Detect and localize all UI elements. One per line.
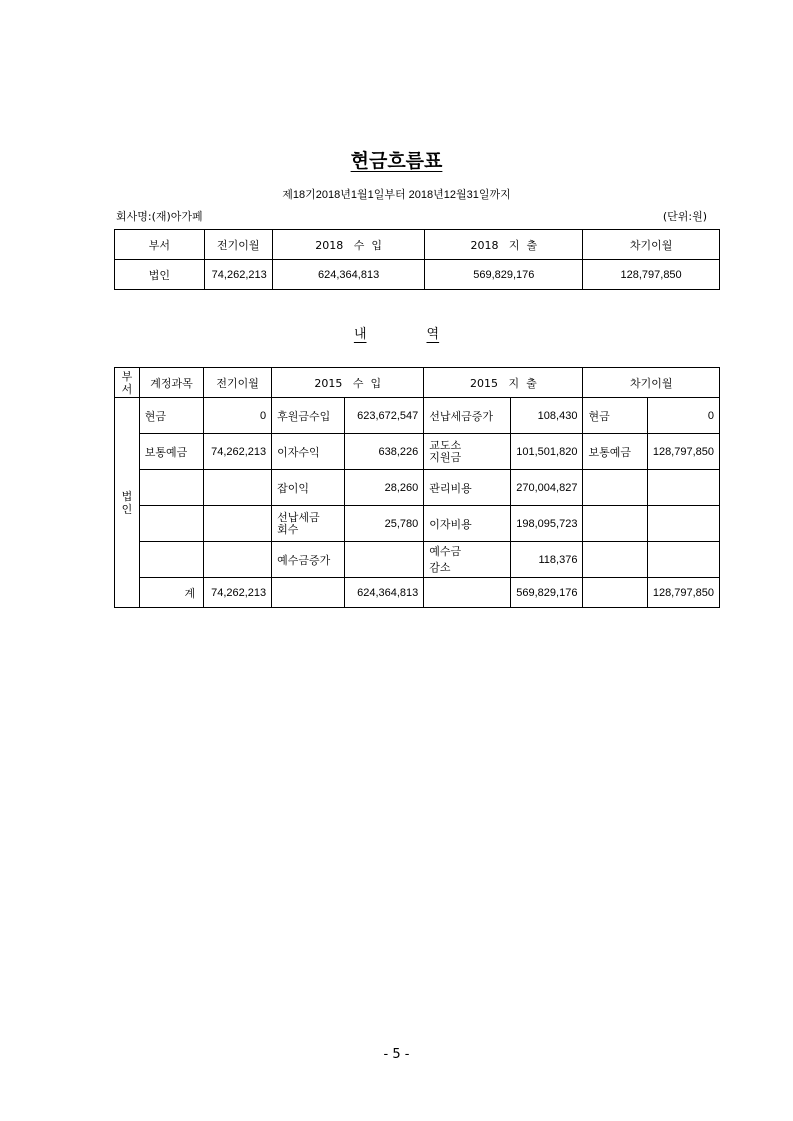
income-name-cell: 후원금수입	[272, 398, 345, 434]
expense-name-cell: 관리비용	[424, 470, 511, 506]
income-amount-cell	[345, 542, 424, 578]
header-expense: 2018 지 출	[425, 230, 583, 260]
header-dept: 부 서	[115, 368, 140, 398]
detail-title: 내 역	[353, 327, 440, 342]
account-cell	[139, 470, 203, 506]
income-name-cell: 잡이익	[272, 470, 345, 506]
unit-label: (단위:원)	[662, 210, 707, 223]
total-row	[115, 578, 720, 608]
expense-name-cell: 이자비용	[424, 506, 511, 542]
detail-table	[114, 367, 720, 608]
next-amount-cell	[647, 470, 719, 506]
income-name-cell: 예수금증가	[272, 542, 345, 578]
total-expense-name	[424, 578, 511, 608]
detail-header-row	[115, 368, 720, 398]
cell-prev: 74,262,213	[204, 260, 272, 290]
header-income: 2018 수 입	[272, 230, 425, 260]
income-amount-cell: 28,260	[345, 470, 424, 506]
account-cell	[139, 506, 203, 542]
page-title: 현금흐름표	[350, 150, 443, 172]
prev-cell: 0	[204, 398, 272, 434]
table-row	[115, 542, 720, 578]
total-next-name	[583, 578, 647, 608]
income-name-cell: 이자수익	[272, 434, 345, 470]
next-name-cell	[583, 470, 647, 506]
total-income: 624,364,813	[345, 578, 424, 608]
next-amount-cell: 128,797,850	[647, 434, 719, 470]
header-next: 차기이월	[583, 368, 720, 398]
expense-amount-cell: 108,430	[511, 398, 583, 434]
header-prev: 전기이월	[204, 230, 272, 260]
header-dept: 부서	[115, 230, 205, 260]
expense-amount-cell: 198,095,723	[511, 506, 583, 542]
expense-name-cell: 예수금 감소	[424, 542, 511, 578]
company-name: 회사명:(재)아가페	[116, 210, 203, 223]
header-account: 계정과목	[139, 368, 203, 398]
header-prev: 전기이월	[204, 368, 272, 398]
total-income-name	[272, 578, 345, 608]
table-row	[115, 260, 720, 290]
expense-name-cell: 선납세금증가	[424, 398, 511, 434]
expense-name-cell: 교도소 지원금	[424, 434, 511, 470]
next-name-cell	[583, 542, 647, 578]
cell-next: 128,797,850	[583, 260, 720, 290]
total-next: 128,797,850	[647, 578, 719, 608]
total-label: 계	[139, 578, 203, 608]
summary-header-row	[115, 230, 720, 260]
total-prev: 74,262,213	[204, 578, 272, 608]
header-next: 차기이월	[583, 230, 720, 260]
summary-table	[114, 229, 720, 290]
prev-cell: 74,262,213	[204, 434, 272, 470]
expense-amount-cell: 101,501,820	[511, 434, 583, 470]
cell-expense: 569,829,176	[425, 260, 583, 290]
account-cell	[139, 542, 203, 578]
dept-cell: 법 인	[115, 398, 140, 608]
account-cell: 보통예금	[139, 434, 203, 470]
cell-income: 624,364,813	[272, 260, 425, 290]
cell-dept: 법인	[115, 260, 205, 290]
income-amount-cell: 623,672,547	[345, 398, 424, 434]
prev-cell	[204, 470, 272, 506]
prev-cell	[204, 506, 272, 542]
page-number: - 5 -	[383, 1047, 410, 1062]
next-name-cell: 보통예금	[583, 434, 647, 470]
table-row	[115, 434, 720, 470]
income-amount-cell: 25,780	[345, 506, 424, 542]
table-row	[115, 470, 720, 506]
next-amount-cell	[647, 542, 719, 578]
fiscal-period: 제18기2018년1월1일부터 2018년12월31일까지	[282, 189, 511, 201]
income-name-cell: 선납세금 회수	[272, 506, 345, 542]
total-expense: 569,829,176	[511, 578, 583, 608]
expense-amount-cell: 118,376	[511, 542, 583, 578]
account-cell: 현금	[139, 398, 203, 434]
header-expense: 2015 지 출	[424, 368, 583, 398]
prev-cell	[204, 542, 272, 578]
table-row	[115, 398, 720, 434]
next-name-cell	[583, 506, 647, 542]
next-amount-cell	[647, 506, 719, 542]
expense-amount-cell: 270,004,827	[511, 470, 583, 506]
next-amount-cell: 0	[647, 398, 719, 434]
income-amount-cell: 638,226	[345, 434, 424, 470]
next-name-cell: 현금	[583, 398, 647, 434]
header-income: 2015 수 입	[272, 368, 424, 398]
table-row	[115, 506, 720, 542]
